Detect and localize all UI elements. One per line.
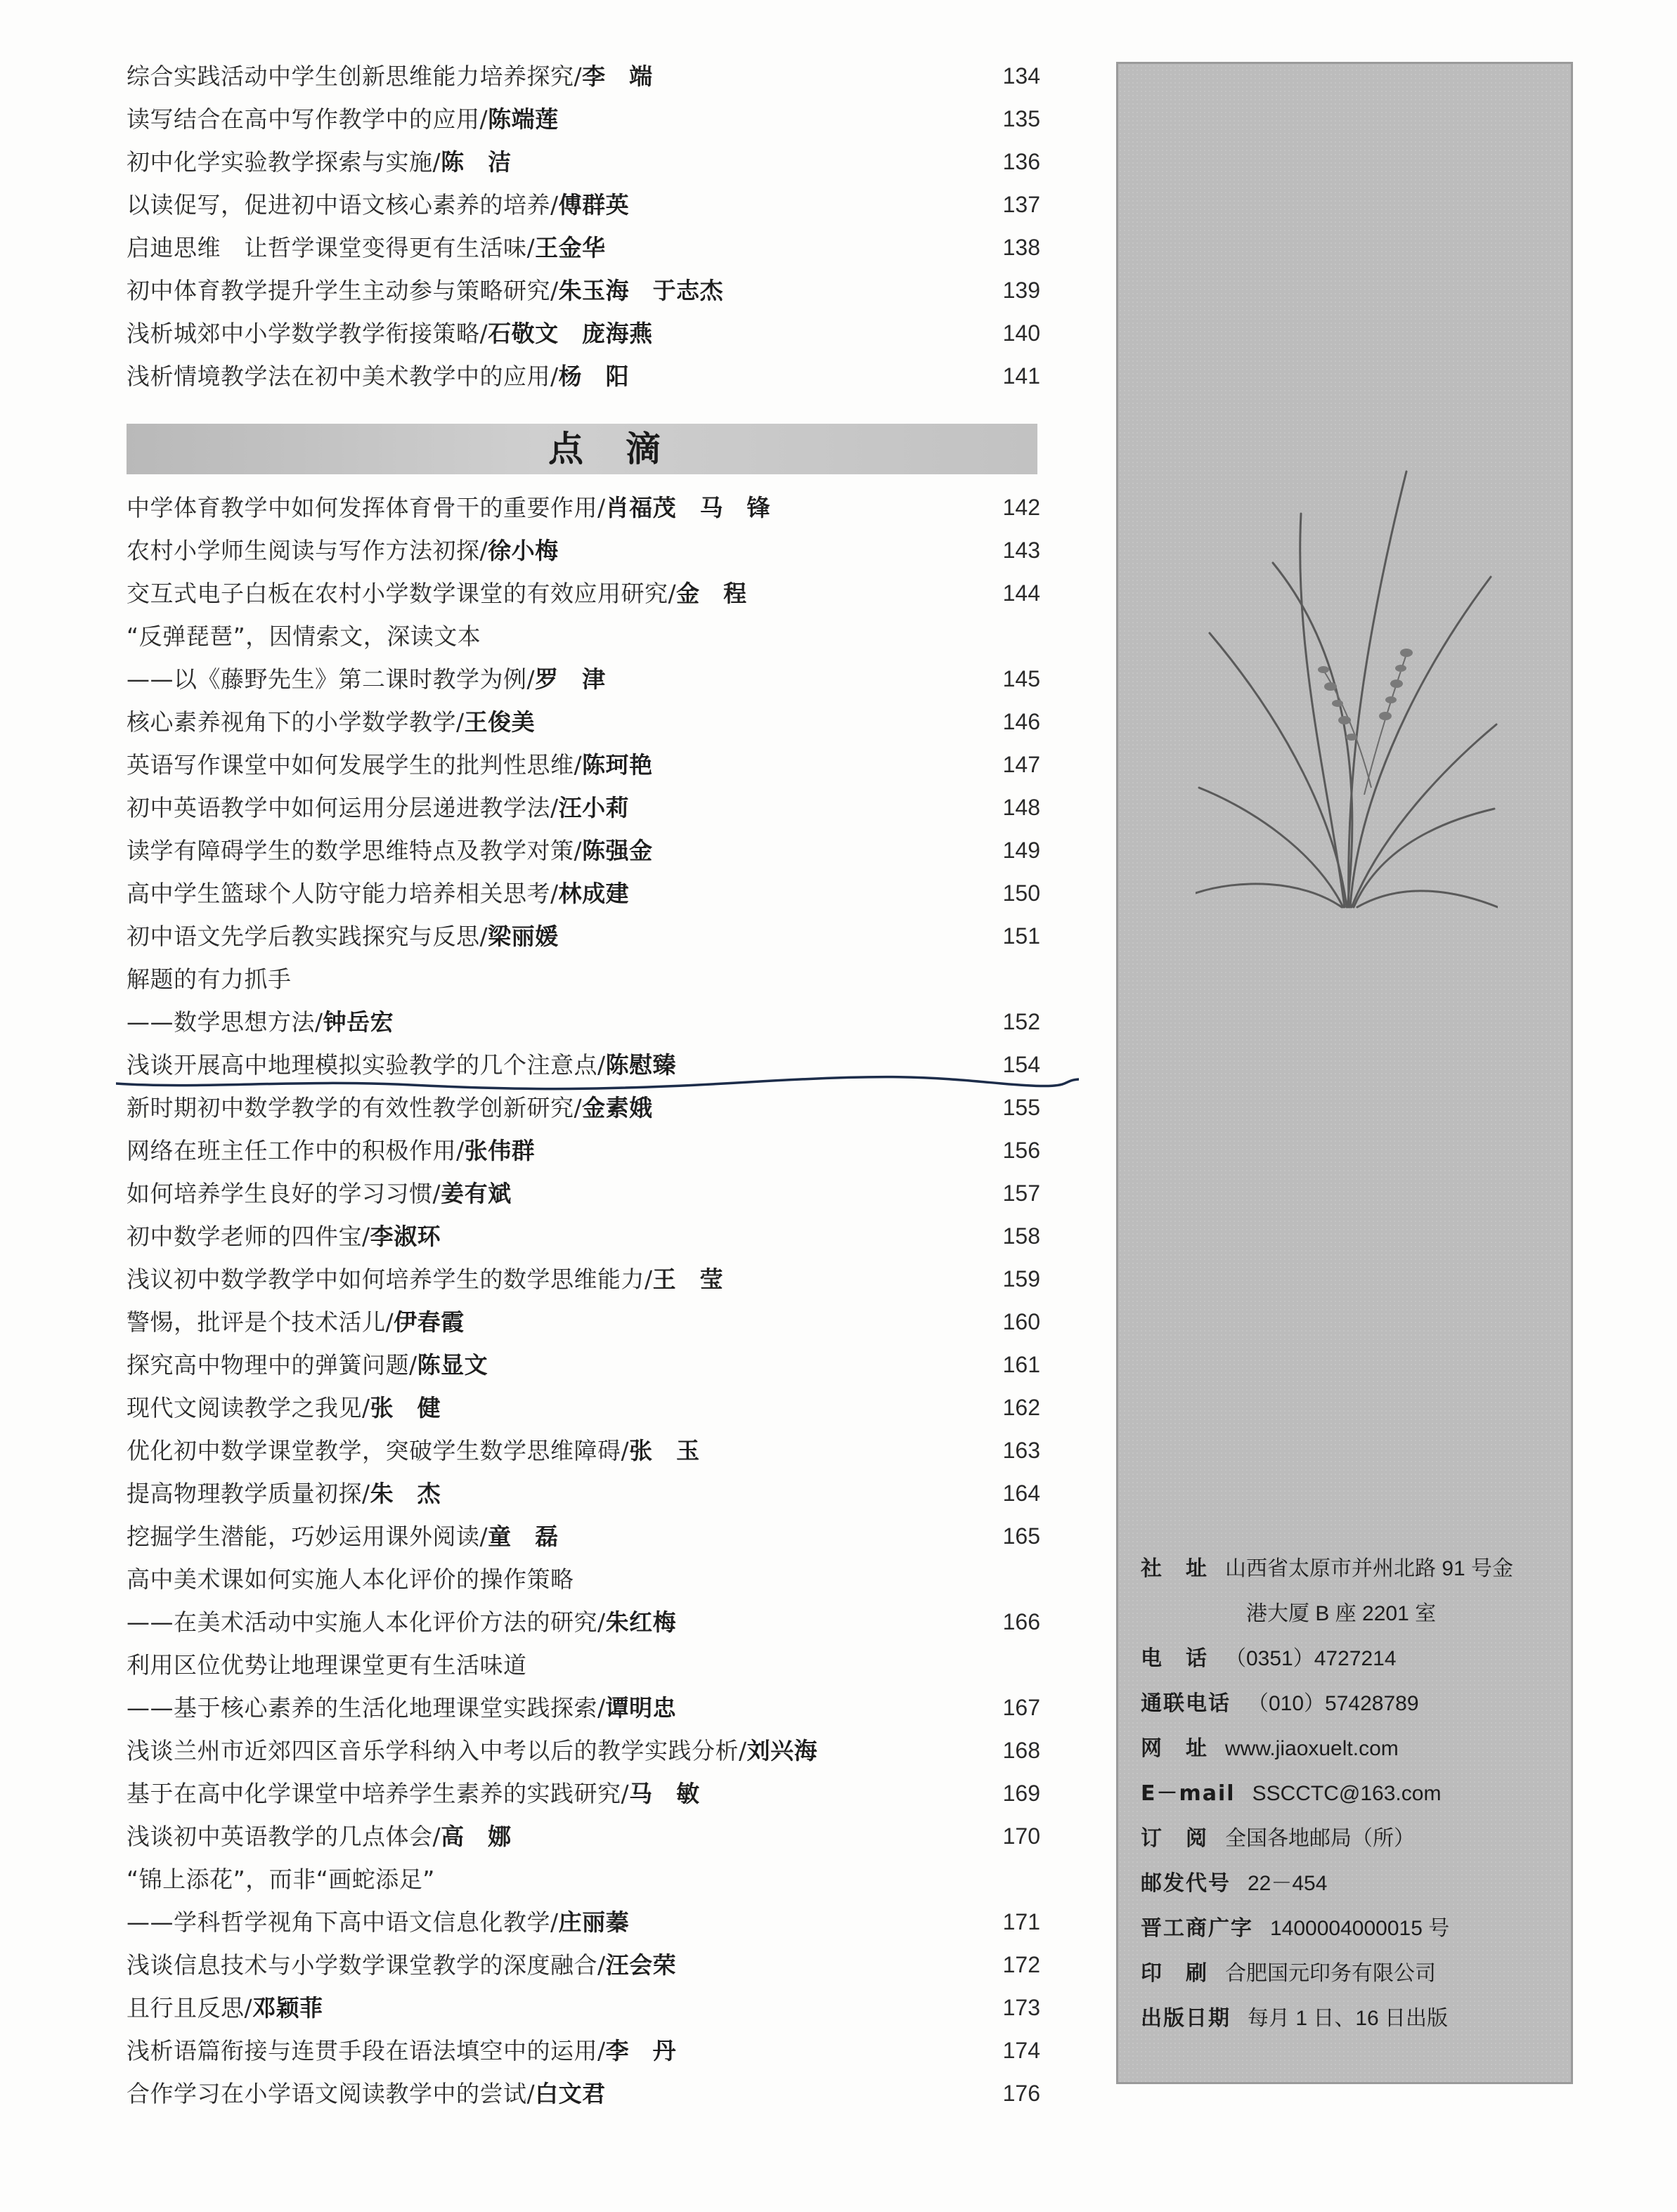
toc-entry-page-number: 148 <box>1002 795 1040 820</box>
imprint-value: 港大厦 B 座 2201 室 <box>1246 1602 1437 1625</box>
toc-entry-page-number: 162 <box>1002 1395 1040 1420</box>
toc-entry-title <box>127 829 653 872</box>
toc-entry-author: 陈显文 <box>417 1351 488 1379</box>
toc-entry-author: 钟岳宏 <box>323 1008 394 1036</box>
toc-entry-page-number: 137 <box>1002 192 1040 217</box>
toc-entry-title <box>127 312 653 355</box>
toc-entry-author: 陈 洁 <box>441 148 512 176</box>
imprint-label: 订 阅 <box>1141 1826 1208 1851</box>
toc-entry-author: 陈慰臻 <box>605 1051 677 1079</box>
toc-entry-title-text: 以读促写，促进初中语文核心素养的培养/ <box>127 191 559 219</box>
toc-entry-title-text: 英语写作课堂中如何发展学生的批判性思维/ <box>127 751 583 779</box>
toc-entry-title-text: 初中语文先学后教实践探究与反思/ <box>127 923 488 950</box>
toc-entry <box>127 1344 1040 1386</box>
publication-imprint <box>1141 1547 1562 2041</box>
imprint-value: 合肥国元印务有限公司 <box>1225 1962 1436 1985</box>
toc-entry-page-number: 174 <box>1002 2038 1040 2063</box>
toc-entry-title-text: 交互式电子白板在农村小学数学课堂的有效应用研究/ <box>127 580 677 607</box>
toc-entry-title <box>127 1772 700 1815</box>
toc-entry <box>127 355 1040 398</box>
toc-entry <box>127 743 1040 786</box>
toc-entry <box>127 1001 1040 1043</box>
toc-entry-author: 谭明忠 <box>605 1694 677 1722</box>
toc-entry-title <box>127 915 559 958</box>
toc-entry <box>127 141 1040 183</box>
toc-entry-title <box>127 1258 723 1301</box>
toc-entry-title <box>127 1686 676 1729</box>
toc-entry <box>127 1644 1040 1686</box>
toc-entry-author: 李 丹 <box>605 2037 677 2064</box>
toc-entry-page-number: 142 <box>1002 495 1040 520</box>
toc-entry-title-text: 利用区位优势让地理课堂更有生活味道 <box>127 1651 527 1679</box>
toc-entry-title-text: 警惕，批评是个技术活儿/ <box>127 1308 394 1336</box>
toc-entry <box>127 1901 1040 1944</box>
section-header-bar <box>127 424 1037 474</box>
toc-entry-title <box>127 1386 441 1429</box>
toc-entry-author: 李淑环 <box>370 1223 441 1250</box>
imprint-row <box>1141 1951 1562 1996</box>
toc-entry-title-text: 新时期初中数学教学的有效性教学创新研究/ <box>127 1094 583 1121</box>
imprint-value: （0351）4727214 <box>1225 1647 1397 1670</box>
toc-entry-author: 汪会荣 <box>605 1951 677 1979</box>
toc-entry-title-text: 浅议初中数学教学中如何培养学生的数学思维能力/ <box>127 1266 653 1293</box>
toc-entry <box>127 1258 1040 1301</box>
imprint-row <box>1141 1996 1562 2041</box>
toc-entry-title-text: 初中英语教学中如何运用分层递进教学法/ <box>127 794 559 821</box>
toc-entry-author: 陈端莲 <box>488 105 559 133</box>
table-of-contents-main <box>127 486 1040 2115</box>
toc-entry <box>127 786 1040 829</box>
toc-entry-title <box>127 872 629 915</box>
toc-entry-author: 金素娥 <box>582 1094 653 1121</box>
imprint-label: 出版日期 <box>1141 2006 1231 2031</box>
toc-entry-title <box>127 1515 559 1558</box>
toc-entry-title <box>127 1601 676 1644</box>
toc-entry-page-number: 171 <box>1002 1909 1040 1934</box>
toc-entry-page-number: 170 <box>1002 1823 1040 1849</box>
toc-entry-title-text: 解题的有力抓手 <box>127 965 292 993</box>
toc-entry-title <box>127 486 770 529</box>
toc-entry-author: 石敬文 庞海燕 <box>488 320 653 347</box>
toc-entry-page-number: 158 <box>1002 1223 1040 1249</box>
toc-entry-page-number: 166 <box>1002 1609 1040 1634</box>
toc-entry <box>127 958 1040 1001</box>
toc-entry-author: 梁丽媛 <box>488 923 559 950</box>
toc-entry-title-text: 挖掘学生潜能，巧妙运用课外阅读/ <box>127 1523 488 1550</box>
toc-entry-title <box>127 1172 512 1215</box>
toc-entry-title-text: “锦上添花”，而非“画蛇添足” <box>127 1866 435 1893</box>
toc-entry-title <box>127 701 535 743</box>
toc-entry-title-text: 启迪思维 让哲学课堂变得更有生活味/ <box>127 234 536 261</box>
imprint-row <box>1141 1681 1562 1726</box>
toc-entry-title <box>127 1901 629 1944</box>
toc-entry <box>127 1472 1040 1515</box>
toc-entry-title-text: 浅析语篇衔接与连贯手段在语法填空中的运用/ <box>127 2037 606 2064</box>
toc-entry-page-number: 138 <box>1002 235 1040 260</box>
toc-entry-page-number: 154 <box>1002 1052 1040 1077</box>
toc-entry-author: 王金华 <box>535 234 606 261</box>
toc-entry-title-text: 浅谈开展高中地理模拟实验教学的几个注意点/ <box>127 1051 606 1079</box>
toc-entry-title-text: 农村小学师生阅读与写作方法初探/ <box>127 537 488 564</box>
toc-entry-title-text: 初中化学实验教学探索与实施/ <box>127 148 441 176</box>
hand-drawn-underline-icon <box>116 1074 1079 1095</box>
toc-entry-title <box>127 572 747 615</box>
toc-entry-page-number: 176 <box>1002 2081 1040 2106</box>
toc-entry-page-number: 147 <box>1002 752 1040 777</box>
toc-entry-title-text: 如何培养学生良好的学习习惯/ <box>127 1180 441 1207</box>
toc-entry-title-text: ——基于核心素养的生活化地理课堂实践探索/ <box>127 1694 606 1722</box>
toc-entry <box>127 1558 1040 1601</box>
toc-entry-title-text: 优化初中数学课堂教学，突破学生数学思维障碍/ <box>127 1437 630 1464</box>
toc-entry <box>127 1815 1040 1858</box>
toc-entry-title <box>127 1215 441 1258</box>
toc-entry-page-number: 172 <box>1002 1952 1040 1977</box>
toc-entry <box>127 1858 1040 1901</box>
toc-entry-author: 徐小梅 <box>488 537 559 564</box>
toc-entry-page-number: 141 <box>1002 363 1040 389</box>
toc-entry-title-text: “反弹琵琶”，因情索文，深读文本 <box>127 623 481 650</box>
toc-entry-title-text: 中学体育教学中如何发挥体育骨干的重要作用/ <box>127 494 606 521</box>
imprint-label: 网 址 <box>1141 1736 1208 1761</box>
toc-entry-title <box>127 2029 676 2072</box>
imprint-value: （010）57428789 <box>1248 1692 1419 1715</box>
toc-entry-page-number: 134 <box>1002 63 1040 89</box>
toc-entry <box>127 1772 1040 1815</box>
toc-entry-title-text: 合作学习在小学语文阅读教学中的尝试/ <box>127 2080 536 2107</box>
toc-entry-title-text: 高中美术课如何实施人本化评价的操作策略 <box>127 1566 574 1593</box>
imprint-row <box>1141 1906 1562 1951</box>
toc-entry-title <box>127 1858 435 1901</box>
toc-entry-page-number: 163 <box>1002 1438 1040 1463</box>
toc-entry-title <box>127 658 606 701</box>
imprint-value: 每月 1 日、16 日出版 <box>1248 2007 1449 2030</box>
toc-entry <box>127 312 1040 355</box>
toc-entry-title <box>127 529 559 572</box>
toc-entry-page-number: 155 <box>1002 1095 1040 1120</box>
toc-entry-title <box>127 1558 574 1601</box>
toc-entry-title-text: 综合实践活动中学生创新思维能力培养探究/ <box>127 63 583 90</box>
toc-entry-title <box>127 55 653 98</box>
toc-entry-page-number: 146 <box>1002 709 1040 734</box>
imprint-label: 通联电话 <box>1141 1691 1231 1716</box>
imprint-row <box>1141 1726 1562 1771</box>
toc-entry-title <box>127 1429 700 1472</box>
toc-entry-author: 李 端 <box>582 63 653 90</box>
toc-entry-title <box>127 1944 676 1986</box>
toc-entry-title <box>127 226 606 269</box>
toc-entry-page-number: 165 <box>1002 1523 1040 1549</box>
toc-entry-author: 张 玉 <box>629 1437 700 1464</box>
toc-entry-title <box>127 615 481 658</box>
toc-entry-title-text: 读学有障碍学生的数学思维特点及教学对策/ <box>127 837 583 864</box>
toc-entry-page-number: 150 <box>1002 880 1040 906</box>
toc-entry <box>127 1515 1040 1558</box>
toc-entry-title-text: ——在美术活动中实施人本化评价方法的研究/ <box>127 1608 606 1636</box>
toc-entry-title-text: 读写结合在高中写作教学中的应用/ <box>127 105 488 133</box>
toc-entry-author: 伊春霞 <box>394 1308 465 1336</box>
toc-entry-title <box>127 743 653 786</box>
toc-entry <box>127 572 1040 615</box>
toc-entry-author: 金 程 <box>676 580 747 607</box>
toc-entry-page-number: 136 <box>1002 149 1040 174</box>
toc-entry-page-number: 169 <box>1002 1781 1040 1806</box>
toc-entry <box>127 486 1040 529</box>
toc-entry-title <box>127 1001 394 1043</box>
toc-entry-page-number: 152 <box>1002 1009 1040 1034</box>
toc-entry-title <box>127 183 629 226</box>
toc-entry-page-number: 145 <box>1002 666 1040 691</box>
toc-entry-title-text: ——数学思想方法/ <box>127 1008 323 1036</box>
toc-entry-page-number: 149 <box>1002 838 1040 863</box>
toc-entry-author: 汪小莉 <box>558 794 630 821</box>
toc-entry-author: 高 娜 <box>441 1823 512 1850</box>
section-title: 点滴 <box>548 428 703 469</box>
imprint-value: 1400004000015 号 <box>1270 1917 1450 1940</box>
toc-entry <box>127 615 1040 658</box>
toc-entry <box>127 1429 1040 1472</box>
toc-entry <box>127 1386 1040 1429</box>
toc-entry <box>127 829 1040 872</box>
toc-entry-page-number: 159 <box>1002 1266 1040 1292</box>
side-info-panel <box>1116 62 1573 2084</box>
toc-entry <box>127 701 1040 743</box>
imprint-label: 晋工商广字 <box>1141 1916 1253 1941</box>
imprint-row <box>1141 1547 1562 1592</box>
imprint-value: www.jiaoxuelt.com <box>1225 1737 1399 1760</box>
imprint-value: 22－454 <box>1248 1872 1328 1895</box>
toc-entry-title-text: 网络在班主任工作中的积极作用/ <box>127 1137 465 1164</box>
toc-entry-author: 朱 杰 <box>370 1480 441 1507</box>
imprint-label: 邮发代号 <box>1141 1871 1231 1896</box>
toc-entry-title <box>127 141 512 183</box>
toc-entry-author: 肖福茂 马 锋 <box>605 494 771 521</box>
toc-entry-author: 童 磊 <box>488 1523 559 1550</box>
toc-entry-author: 王俊美 <box>464 708 536 736</box>
toc-entry-author: 陈强金 <box>582 837 653 864</box>
toc-entry-title <box>127 1472 441 1515</box>
toc-entry-author: 邓颖菲 <box>252 1994 323 2022</box>
toc-entry-author: 杨 阳 <box>558 363 630 390</box>
toc-entry-title-text: 核心素养视角下的小学数学教学/ <box>127 708 465 736</box>
toc-entry <box>127 1944 1040 1986</box>
toc-entry-title <box>127 1301 465 1344</box>
toc-entry-title <box>127 1129 535 1172</box>
toc-entry-title <box>127 1986 323 2029</box>
toc-entry-author: 王 莹 <box>652 1266 724 1293</box>
toc-entry-author: 陈珂艳 <box>582 751 653 779</box>
toc-entry <box>127 1601 1040 1644</box>
toc-entry <box>127 1301 1040 1344</box>
toc-entry <box>127 1215 1040 1258</box>
toc-entry-author: 朱红梅 <box>605 1608 677 1636</box>
imprint-label: 社 址 <box>1141 1556 1208 1581</box>
toc-entry-page-number: 144 <box>1002 580 1040 606</box>
orchid-illustration-icon <box>1196 457 1498 914</box>
toc-entry-page-number: 143 <box>1002 538 1040 563</box>
toc-entry-author: 朱玉海 于志杰 <box>558 277 724 304</box>
toc-entry <box>127 1729 1040 1772</box>
toc-entry-title-text: 现代文阅读教学之我见/ <box>127 1394 370 1421</box>
toc-entry-page-number: 161 <box>1002 1352 1040 1377</box>
toc-entry-title-text: 浅谈兰州市近郊四区音乐学科纳入中考以后的教学实践分析/ <box>127 1737 747 1764</box>
toc-entry-page-number: 167 <box>1002 1695 1040 1720</box>
toc-entry-author: 白文君 <box>535 2080 606 2107</box>
toc-entry <box>127 269 1040 312</box>
toc-entry <box>127 55 1040 98</box>
toc-entry-title-text: 基于在高中化学课堂中培养学生素养的实践研究/ <box>127 1780 630 1807</box>
toc-entry-page-number: 168 <box>1002 1738 1040 1763</box>
table-of-contents-top <box>127 55 1040 398</box>
toc-entry-title-text: 且行且反思/ <box>127 1994 253 2022</box>
toc-entry-title-text: 浅谈信息技术与小学数学课堂教学的深度融合/ <box>127 1951 606 1979</box>
toc-entry-page-number: 157 <box>1002 1180 1040 1206</box>
toc-entry-page-number: 173 <box>1002 1995 1040 2020</box>
toc-entry-page-number: 156 <box>1002 1138 1040 1163</box>
toc-entry-title <box>127 269 723 312</box>
toc-entry-page-number: 135 <box>1002 106 1040 131</box>
toc-entry-page-number: 164 <box>1002 1481 1040 1506</box>
imprint-value: 山西省太原市并州北路 91 号金 <box>1225 1557 1514 1580</box>
imprint-label: 印 刷 <box>1141 1961 1208 1986</box>
imprint-label: E－mail <box>1141 1781 1236 1806</box>
toc-entry-title <box>127 1815 512 1858</box>
toc-entry-page-number: 139 <box>1002 278 1040 303</box>
toc-entry <box>127 658 1040 701</box>
toc-entry-title-text: ——学科哲学视角下高中语文信息化教学/ <box>127 1908 559 1936</box>
toc-entry-title <box>127 2072 606 2115</box>
toc-entry-author: 张伟群 <box>464 1137 536 1164</box>
toc-entry-author: 刘兴海 <box>746 1737 818 1764</box>
toc-entry <box>127 2072 1040 2115</box>
toc-entry-title <box>127 1729 817 1772</box>
imprint-value: 全国各地邮局（所） <box>1225 1827 1415 1850</box>
imprint-value: SSCCTC@163.com <box>1252 1782 1442 1805</box>
toc-entry <box>127 1129 1040 1172</box>
toc-entry-author: 姜有斌 <box>441 1180 512 1207</box>
toc-entry <box>127 1172 1040 1215</box>
toc-entry-title-text: 浅谈初中英语教学的几点体会/ <box>127 1823 441 1850</box>
toc-entry-title <box>127 98 559 141</box>
toc-entry-page-number: 151 <box>1002 923 1040 949</box>
imprint-row <box>1141 1592 1562 1637</box>
toc-entry <box>127 1986 1040 2029</box>
imprint-row <box>1141 1861 1562 1906</box>
imprint-row <box>1141 1816 1562 1861</box>
toc-entry-author: 林成建 <box>558 880 630 907</box>
imprint-row <box>1141 1637 1562 1681</box>
toc-entry-title-text: 浅析情境教学法在初中美术教学中的应用/ <box>127 363 559 390</box>
toc-entry <box>127 226 1040 269</box>
toc-entry <box>127 1686 1040 1729</box>
toc-entry-title <box>127 355 629 398</box>
toc-entry-title-text: 初中数学老师的四件宝/ <box>127 1223 370 1250</box>
toc-entry-page-number: 160 <box>1002 1309 1040 1334</box>
toc-entry-title <box>127 1344 488 1386</box>
toc-entry-title-text: 提高物理教学质量初探/ <box>127 1480 370 1507</box>
toc-entry-author: 傅群英 <box>558 191 630 219</box>
toc-entry <box>127 872 1040 915</box>
toc-entry-title-text: 初中体育教学提升学生主动参与策略研究/ <box>127 277 559 304</box>
toc-entry <box>127 98 1040 141</box>
toc-entry-title <box>127 1644 527 1686</box>
toc-entry-author: 张 健 <box>370 1394 441 1421</box>
toc-entry <box>127 915 1040 958</box>
imprint-label: 电 话 <box>1141 1646 1208 1671</box>
toc-entry-title-text: 探究高中物理中的弹簧问题/ <box>127 1351 417 1379</box>
toc-entry-title-text: 高中学生篮球个人防守能力培养相关思考/ <box>127 880 559 907</box>
toc-entry-title <box>127 786 629 829</box>
toc-entry-author: 罗 津 <box>535 665 606 693</box>
toc-entry <box>127 529 1040 572</box>
imprint-row <box>1141 1771 1562 1816</box>
toc-entry-author: 庄丽蓁 <box>558 1908 630 1936</box>
toc-entry-page-number: 140 <box>1002 320 1040 346</box>
toc-entry-author: 马 敏 <box>629 1780 700 1807</box>
toc-entry-title-text: ——以《藤野先生》第二课时教学为例/ <box>127 665 536 693</box>
toc-entry-title <box>127 958 292 1001</box>
toc-entry <box>127 183 1040 226</box>
toc-entry <box>127 2029 1040 2072</box>
toc-entry-title-text: 浅析城郊中小学数学教学衔接策略/ <box>127 320 488 347</box>
